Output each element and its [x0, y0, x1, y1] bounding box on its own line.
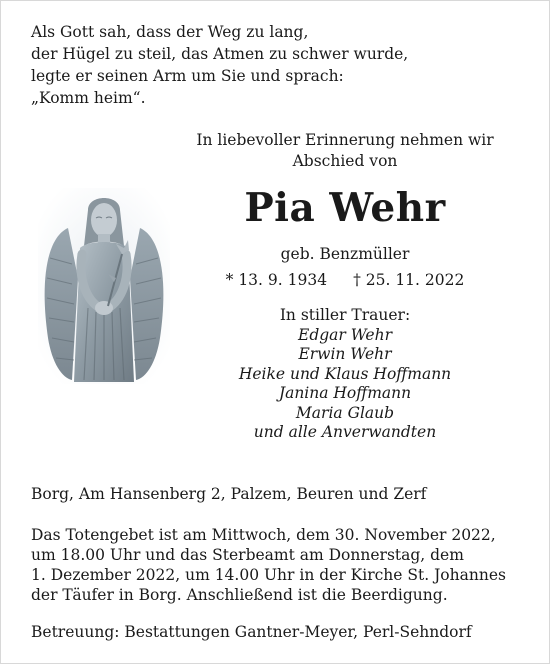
funeral-home-credit: Betreuung: Bestattungen Gantner-Meyer, Perl-Sehndorf — [31, 623, 472, 641]
funeral-service-info: Das Totengebet ist am Mittwoch, dem 30. November 2022, um 18.00 Uhr und das Sterbeamt am Donnerstag, dem 1. Dezember 2022, um 14.00 Uhr in der Kirche St. Johannes der Täufer in Borg. Anschließend ist die Beerdigung. — [31, 526, 506, 604]
angel-statue-image — [38, 188, 170, 384]
mourner-name: Janina Hoffmann — [278, 384, 412, 402]
mourner-name: Erwin Wehr — [298, 345, 392, 363]
mourners-list — [160, 306, 530, 443]
maiden-name: geb. Benzmüller — [280, 245, 410, 263]
death-date: † 25. 11. 2022 — [353, 271, 465, 289]
mourner-name: und alle Anverwandten — [253, 423, 437, 441]
mourners-heading: In stiller Trauer: — [279, 306, 411, 324]
mourner-name: Heike und Klaus Hoffmann — [238, 364, 452, 383]
mourner-name: Maria Glaub — [295, 403, 395, 422]
mourner-name: Edgar Wehr — [298, 325, 392, 344]
intro-text: In liebevoller Erinnerung nehmen wir Abschied von — [196, 131, 494, 170]
deceased-name: Pia Wehr — [244, 185, 446, 231]
residence-places: Borg, Am Hansenberg 2, Palzem, Beuren und Zerf — [31, 485, 427, 503]
poem-text: Als Gott sah, dass der Weg zu lang, der Hügel zu steil, das Atmen zu schwer wurde, legte er seinen Arm um Sie und sprach: „Komm heim“. — [31, 23, 409, 107]
birth-date: * 13. 9. 1934 — [225, 271, 328, 289]
life-dates — [160, 270, 530, 290]
